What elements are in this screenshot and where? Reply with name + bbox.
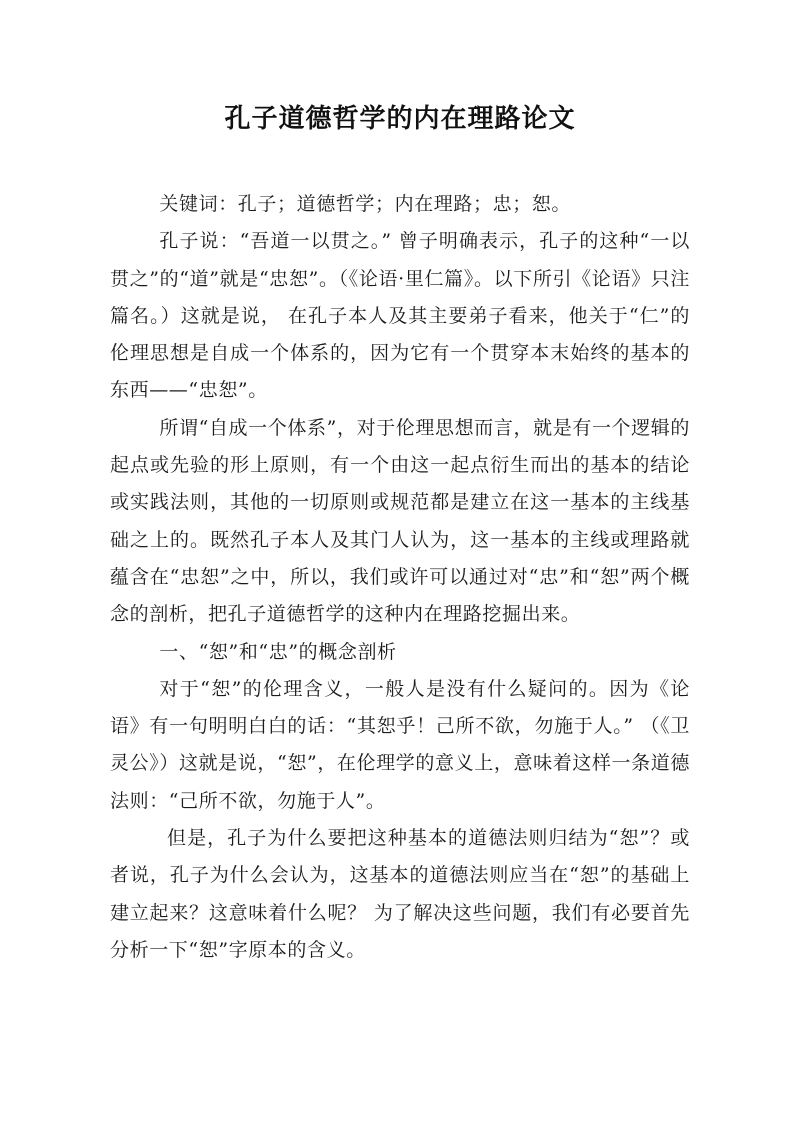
- body-paragraph-1: 孔子说：“吾道一以贯之。” 曾子明确表示，孔子的这种“一以贯之”的“道”就是“忠恕”。（《论语·里仁篇》。以下所引《论语》只注篇名。）这就是说， 在孔子本人及其主要弟子看来，他关于“仁”的伦理思想是自成一个体系的，因为它有一个贯穿本末始终的基本的东西——“忠恕”。: [110, 230, 690, 402]
- document-title: 孔子道德哲学的内在理路论文: [224, 104, 576, 134]
- document-body: [110, 186, 690, 969]
- section-paragraph-2: 但是，孔子为什么要把这种基本的道德法则归结为“恕”？或者说，孔子为什么会认为，这基本的道德法则应当在“恕”的基础上建立起来？这意味着什么呢？ 为了解决这些问题，我们有必要首先分析一下“恕”字原本的含义。: [110, 827, 690, 961]
- section-paragraph-1: 对于“恕”的伦理含义，一般人是没有什么疑问的。因为《论语》有一句明明白白的话：“其恕乎！己所不欲，勿施于人。” （《卫灵公》）这就是说，“恕”，在伦理学的意义上，意味着这样一条道德法则：“己所不欲，勿施于人”。: [110, 677, 690, 812]
- body-paragraph-2: 所谓“自成一个体系”，对于伦理思想而言，就是有一个逻辑的起点或先验的形上原则，有一个由这一起点衍生而出的基本的结论或实践法则，其他的一切原则或规范都是建立在这一基本的主线基础之上的。既然孔子本人及其门人认为，这一基本的主线或理路就蕴含在“忠恕”之中，所以，我们或许可以通过对“忠”和“恕”两个概念的剖析，把孔子道德哲学的这种内在理路挖掘出来。: [110, 416, 690, 626]
- section-heading: 一、“恕”和“忠”的概念剖析: [159, 640, 397, 663]
- keywords-paragraph: 关键词：孔子；道德哲学；内在理路；忠；恕。: [159, 193, 571, 215]
